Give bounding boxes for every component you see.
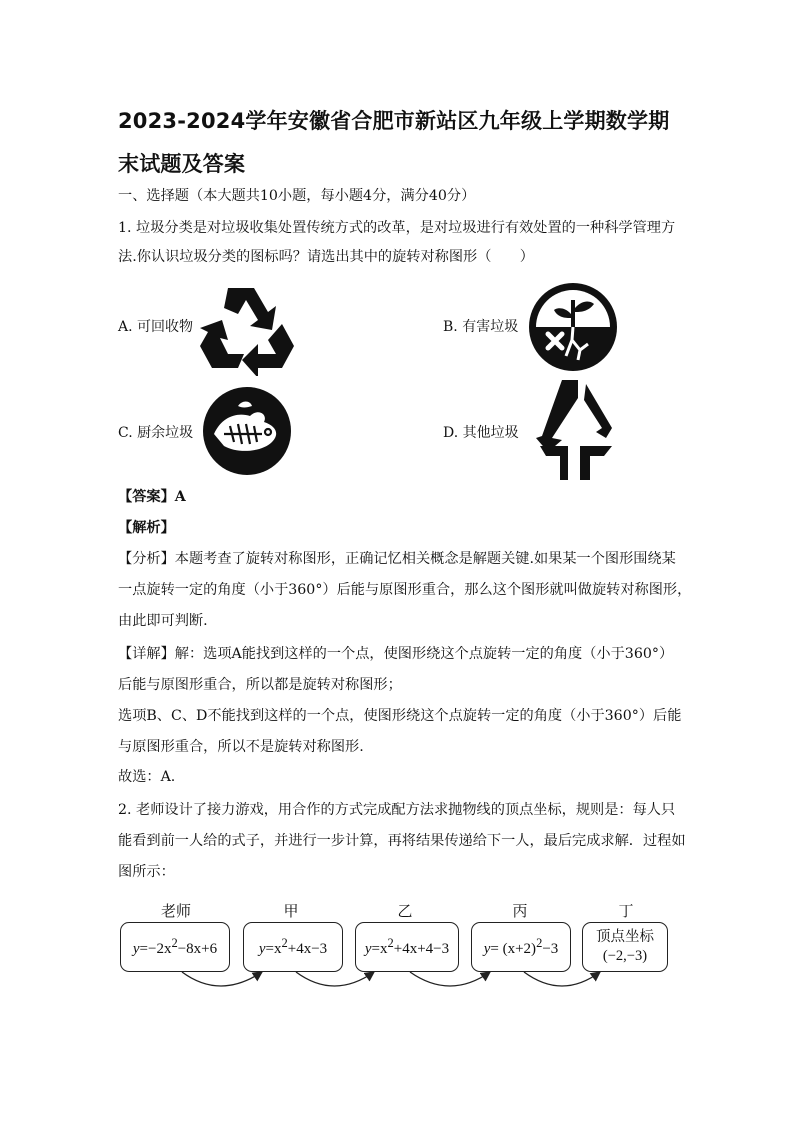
option-d-label: D. 其他垃圾 — [443, 425, 519, 441]
flow-label-teacher: 老师 — [160, 902, 191, 920]
q1-analysis-line3: 由此即可判断. — [118, 613, 208, 629]
option-c-label: C. 厨余垃圾 — [118, 425, 194, 441]
option-b-label: B. 有害垃圾 — [443, 319, 519, 335]
flow-arrow-3 — [410, 972, 490, 986]
section-heading: 一、选择题（本大题共10小题，每小题4分，满分40分） — [118, 188, 476, 204]
q1-analysis-line2: 一点旋转一定的角度（小于360°）后能与原图形重合，那么这个图形就叫做旋转对称图形， — [118, 582, 692, 598]
document-title: 2023-2024学年安徽省合肥市新站区九年级上学期数学期末试题及答案 — [118, 109, 670, 176]
flow-box-ding: 顶点坐标 (−2,−3) — [582, 922, 668, 972]
flow-box-yi: $y=x^2+4x+4-3$ — [355, 922, 459, 972]
flow-label-jia: 甲 — [283, 902, 299, 920]
q1-answer: 【答案】A — [118, 489, 186, 505]
flow-arrow-4 — [524, 972, 600, 986]
q1-stem-line2: 法.你认识垃圾分类的图标吗？请选出其中的旋转对称图形（ ） — [118, 249, 534, 265]
q1-detail-line5: 故选：A. — [118, 769, 176, 785]
flow-label-bing: 丙 — [512, 902, 528, 920]
q2-stem-line2: 能看到前一人给的式子，并进行一步计算，再将结果传递给下一人，最后完成求解．过程如 — [118, 833, 686, 849]
q1-detail-line2: 后能与原图形重合，所以都是旋转对称图形； — [118, 677, 402, 693]
q1-detail-line3: 选项B、C、D不能找到这样的一个点，使图形绕这个点旋转一定的角度（小于360°）后能 — [118, 708, 682, 724]
flow-label-yi: 乙 — [397, 902, 413, 920]
option-a-label: A. 可回收物 — [118, 319, 194, 335]
q2-stem-line1: 2. 老师设计了接力游戏，用合作的方式完成配方法求抛物线的顶点坐标，规则是：每人只 — [118, 802, 676, 818]
flow-arrow-2 — [296, 972, 374, 986]
q1-analysis-heading: 【解析】 — [118, 520, 175, 536]
flow-label-ding: 丁 — [618, 902, 634, 920]
q1-stem-line1: 1. 垃圾分类是对垃圾收集处置传统方式的改革，是对垃圾进行有效处置的一种科学管理方 — [118, 220, 676, 236]
flow-box-teacher: $y=-2x^2-8x+6$ — [120, 922, 230, 972]
q1-detail-line1: 【详解】解：选项A能找到这样的一个点，使图形绕这个点旋转一定的角度（小于360°） — [118, 646, 674, 662]
flow-arrow-1 — [182, 972, 262, 986]
q1-detail-line4: 与原图形重合，所以不是旋转对称图形. — [118, 739, 364, 755]
q2-stem-line3: 图所示： — [118, 864, 175, 880]
flow-box-bing: $y= (x+2)^2-3$ — [471, 922, 571, 972]
flow-box-jia: $y=x^2+4x-3$ — [243, 922, 343, 972]
q1-analysis-line1: 【分析】本题考查了旋转对称图形，正确记忆相关概念是解题关键.如果某一个图形围绕某 — [118, 551, 676, 567]
